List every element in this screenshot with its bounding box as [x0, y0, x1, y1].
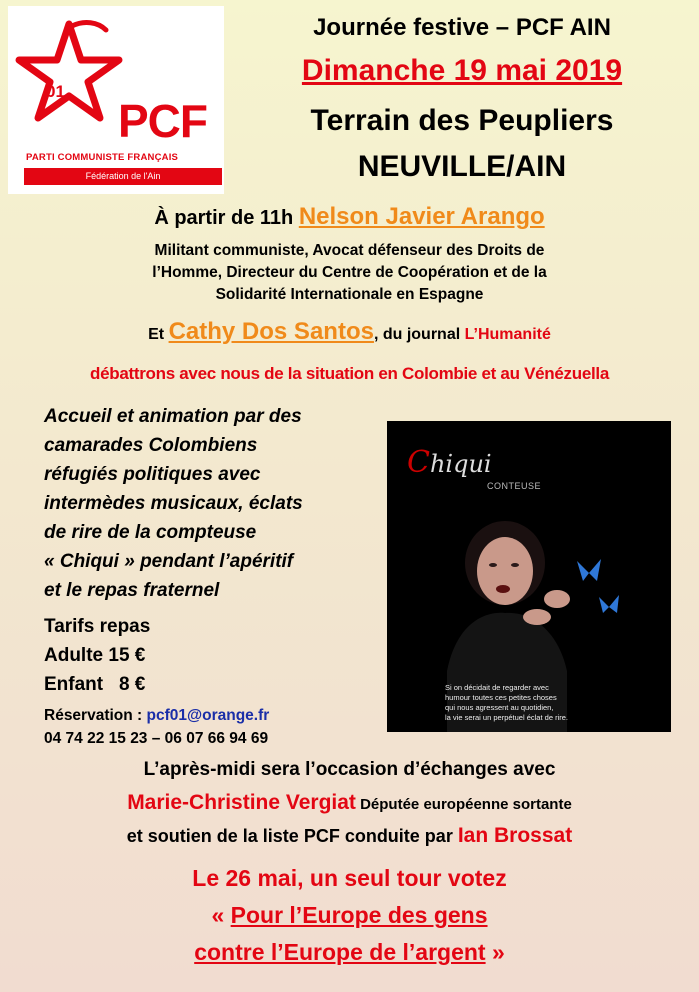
speaker1-prefix: À partir de 11h	[154, 207, 294, 229]
speaker1-bio	[0, 240, 699, 306]
afternoon-intro: L’après-midi sera l’occasion d’échanges avec	[143, 759, 556, 780]
photo-title-first: C	[407, 445, 430, 480]
speaker2-line	[0, 318, 699, 346]
logo-number: 01	[46, 82, 65, 101]
caption-line: la vie serai un perpétuel éclat de rire.	[445, 713, 568, 722]
reservation-phones: 04 74 22 15 23 – 06 07 66 94 69	[44, 730, 269, 747]
speaker2-prefix: Et	[148, 326, 165, 343]
tarif-child: Enfant 8 €	[44, 674, 146, 695]
accueil-line: réfugiés politiques avec	[44, 464, 261, 485]
bio-line: Solidarité Internationale en Espagne	[215, 286, 484, 303]
speaker1-name: Nelson Javier Arango	[298, 203, 545, 230]
bio-line: Militant communiste, Avocat défenseur des Droits de	[154, 242, 545, 259]
accueil-line: « Chiqui » pendant l’apéritif	[44, 551, 294, 572]
accueil-line: et le repas fraternel	[44, 580, 220, 601]
photo-title-rest: hiqui	[429, 450, 492, 478]
tarifs-title: Tarifs repas	[44, 616, 151, 637]
deputy-name: Marie-Christine Vergiat	[127, 791, 356, 814]
slogan-line-1	[0, 902, 699, 929]
caption-line: qui nous agressent au quotidien,	[445, 703, 554, 712]
logo-acronym: PCF	[118, 95, 207, 147]
event-title: Journée festive – PCF AIN	[313, 14, 611, 41]
reservation-email[interactable]: pcf01@orange.fr	[146, 707, 270, 724]
quote-open: «	[211, 902, 225, 928]
accueil-text	[44, 402, 384, 605]
reservation-label: Réservation :	[44, 707, 143, 724]
caption-line: Si on décidait de regarder avec	[445, 683, 549, 692]
deputy-role: Députée européenne sortante	[360, 796, 572, 813]
slogan-2: contre l’Europe de l’argent	[194, 939, 486, 965]
bio-line: l’Homme, Directeur du Centre de Coopération et de la	[152, 264, 547, 281]
accueil-line: Accueil et animation par des	[44, 406, 302, 427]
reservation-block	[44, 704, 269, 750]
caption-line: humour toutes ces petites choses	[445, 693, 557, 702]
event-date: Dimanche 19 mai 2019	[301, 54, 623, 87]
logo-federation: Fédération de l'Ain	[24, 168, 222, 185]
accueil-line: de rire de la compteuse	[44, 522, 257, 543]
tarif-adult: Adulte 15 €	[44, 645, 146, 666]
list-support-text: et soutien de la liste PCF conduite par	[126, 826, 453, 846]
quote-close: »	[491, 939, 505, 965]
speaker2-journal: L’Humanité	[464, 326, 551, 343]
tarifs-block	[44, 612, 150, 699]
speaker1-line	[0, 203, 699, 231]
slogan-1: Pour l’Europe des gens	[230, 902, 488, 928]
logo-subtitle: PARTI COMMUNISTE FRANÇAIS	[26, 152, 179, 163]
speaker2-name: Cathy Dos Santos	[168, 318, 374, 345]
red-star-icon	[14, 18, 124, 128]
leader-name: Ian Brossat	[457, 824, 573, 847]
pcf-logo	[8, 6, 224, 194]
accueil-line: intermèdes musicaux, éclats	[44, 493, 303, 514]
list-support-line	[0, 824, 699, 848]
photo-caption	[445, 683, 667, 723]
debate-line: débattrons avec nous de la situation en Colombie et au Vénézuella	[90, 364, 609, 383]
accueil-line: camarades Colombiens	[44, 435, 258, 456]
event-town: NEUVILLE/AIN	[357, 150, 567, 183]
photo-subtitle: CONTEUSE	[487, 481, 542, 491]
vote-line: Le 26 mai, un seul tour votez	[192, 865, 507, 891]
chiqui-photo	[387, 421, 671, 732]
slogan-line-2	[0, 939, 699, 966]
deputy-line	[0, 791, 699, 815]
speaker2-middle: , du journal	[373, 326, 461, 343]
event-place: Terrain des Peupliers	[310, 104, 614, 137]
